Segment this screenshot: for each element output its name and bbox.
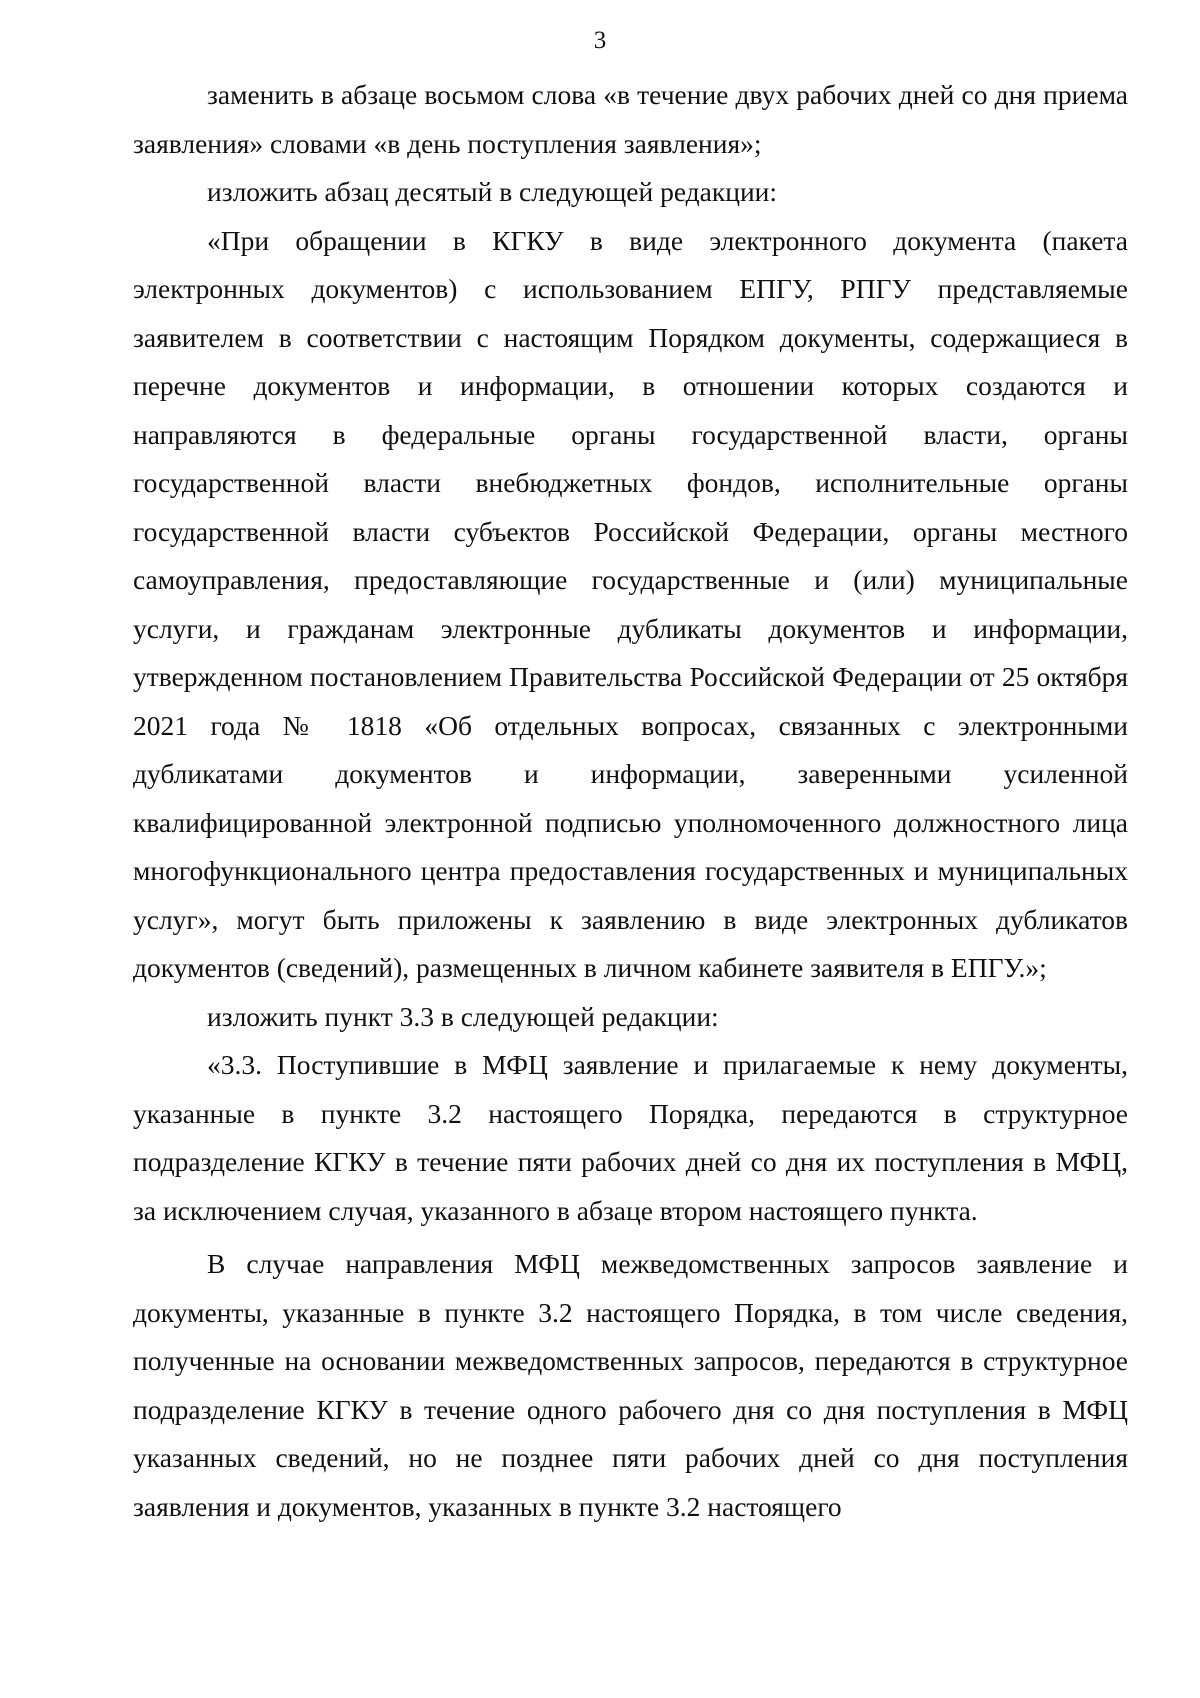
page-number: 3 — [593, 27, 607, 54]
paragraph-tenth-abzac-intro: изложить абзац десятый в следующей редакции: — [207, 176, 778, 207]
paragraph-point-3-3: «3.3. Поступившие в МФЦ заявление и прилагаемые к нему документы, указанные в пункте 3.2 настоящего Порядка, передаются в структурное подразделение КГКУ в течение пяти рабочих дней со дня их поступления в МФЦ, за исключением случая, указанного в абзаце втором настоящего пункта. — [133, 1049, 1128, 1226]
paragraph-interagency-requests: В случае направления МФЦ межведомственных запросов заявление и документы, указанные в пункте 3.2 настоящего Порядка, в том числе сведения, полученные на основании межведомственных запросов, передаются в структурное подразделение КГКУ в течение одного рабочего дня со дня поступления в МФЦ указанных сведений, но не позднее пяти рабочих дней со дня поступления заявления и документов, указанных в пункте 3.2 настоящего — [133, 1248, 1128, 1522]
document-body — [133, 71, 1128, 1531]
paragraph-electronic-documents: «При обращении в КГКУ в виде электронного документа (пакета электронных документов) с использованием ЕПГУ, РПГУ представляемые заявителем в соответствии с настоящим Порядком документы, содержащиеся в перечне документов и информации, в отношении которых создаются и направляются в федеральные органы государственной власти, органы государственной власти внебюджетных фондов, исполнительные органы государственной власти субъектов Российской Федерации, органы местного самоуправления, предоставляющие государственные и (или) муниципальные услуги, и гражданам электронные дубликаты документов и информации, утвержденном постановлением Правительства Российской Федерации от 25 октября 2021 года № 1818 «Об отдельных вопросах, связанных с электронными дубликатами документов и информации, заверенными усиленной квалифицированной электронной подписью уполномоченного должностного лица многофункционального центра предоставления государственных и муниципальных услуг», могут быть приложены к заявлению в виде электронных дубликатов документов (сведений), размещенных в личном кабинете заявителя в ЕПГУ.»; — [133, 224, 1128, 983]
paragraph-point-3-3-intro: изложить пункт 3.3 в следующей редакции: — [207, 1000, 719, 1032]
paragraph-replace-words: заменить в абзаце восьмом слова «в течение двух рабочих дней со дня приема заявления» словами «в день поступления заявления»; — [133, 79, 1128, 159]
